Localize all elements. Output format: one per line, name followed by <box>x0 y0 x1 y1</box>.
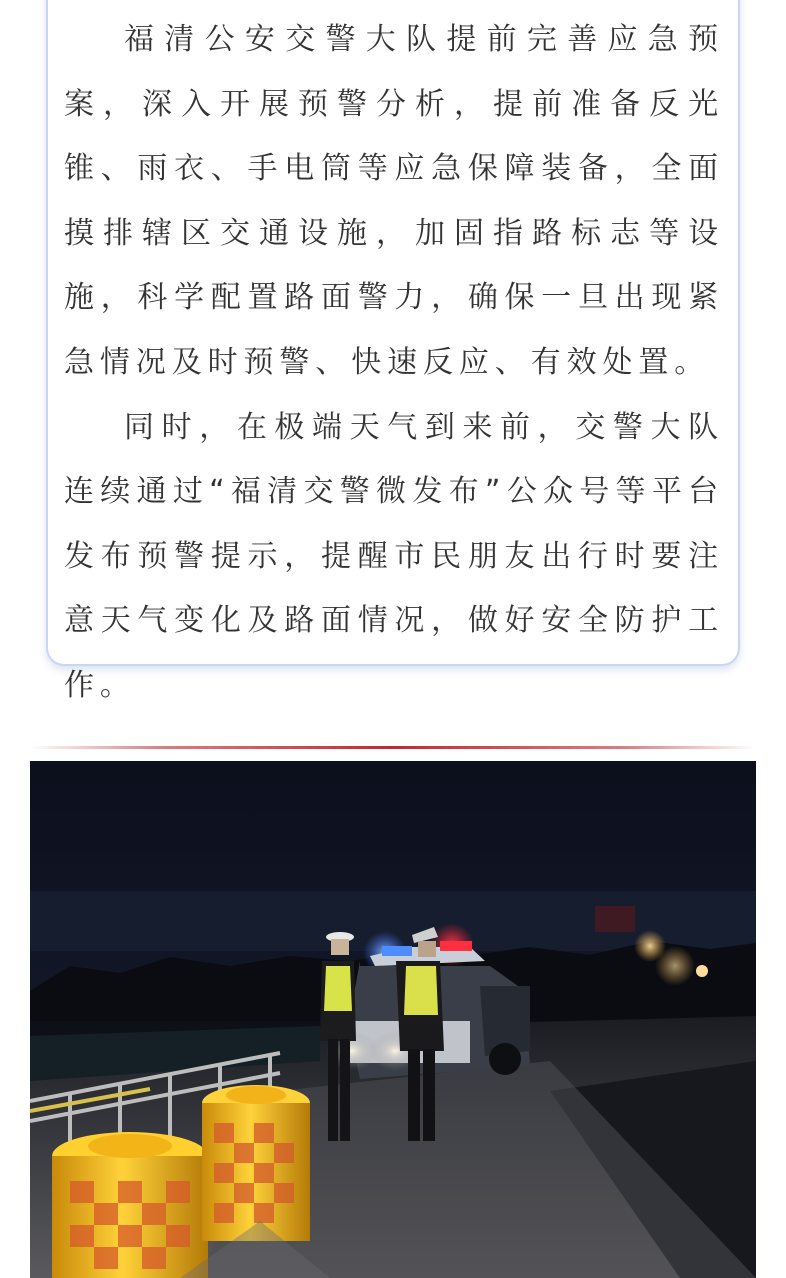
article-paragraph: 福清公安交警大队提前完善应急预案，深入开展预警分析，提前准备反光锥、雨衣、手电筒等应急保障装备，全面摸排辖区交通设施，加固指路标志等设施，科学配置路面警力，确保一旦出现紧急情况及时预警、快速反应、有效处置。 <box>64 22 724 380</box>
article-body <box>64 8 724 719</box>
article-paragraph: 同时，在极端天气到来前，交警大队连续通过“福清交警微发布”公众号等平台发布预警提示，提醒市民朋友出行时要注意天气变化及路面情况，做好安全防护工作。 <box>64 409 724 703</box>
section-divider <box>30 746 756 749</box>
barrier-left <box>52 1132 208 1278</box>
barrier-right <box>202 1085 310 1241</box>
night-patrol-photo <box>30 761 756 1278</box>
